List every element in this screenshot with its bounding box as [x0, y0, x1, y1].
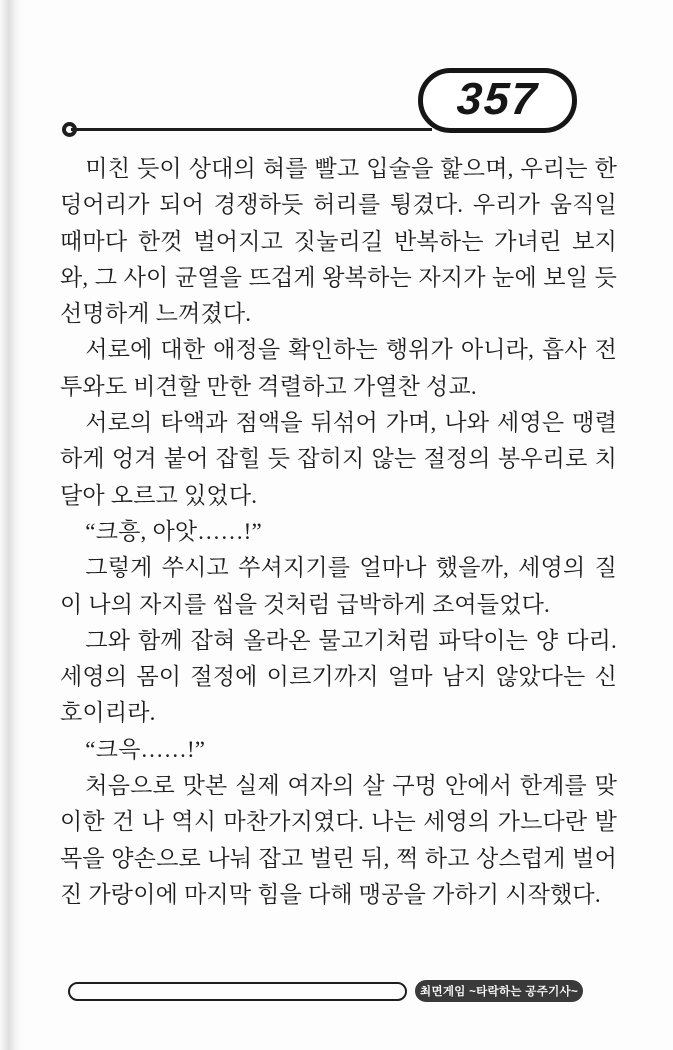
series-title-badge: [415, 980, 583, 1002]
series-title: 최면게임 ~타락하는 공주기사~: [420, 986, 578, 998]
paragraph: 처음으로 맛본 실제 여자의 살 구멍 안에서 한계를 맞이한 건 나 역시 마찬가지였다. 나는 세영의 가느다란 발목을 양손으로 나눠 잡고 벌린 뒤, 쩍 하고 상스럽게 벌어진 가랑이에 마지막 힘을 다해 맹공을 가하기 시작했다.: [60, 773, 617, 907]
paragraph: “크흥, 아앗……!”: [85, 518, 262, 544]
paragraph: 서로의 타액과 점액을 뒤섞어 가며, 나와 세영은 맹렬하게 엉겨 붙어 잡힐 듯 잡히지 않는 절정의 봉우리로 치달아 오르고 있었다.: [60, 410, 617, 508]
page-number-badge: [418, 68, 577, 133]
paragraph: 미친 듯이 상대의 혀를 빨고 입술을 핥으며, 우리는 한 덩어리가 되어 경쟁하듯 허리를 튕겼다. 우리가 움직일 때마다 한껏 벌어지고 짓눌리길 반복하는 가녀린 보지와, 그 사이 균열을 뜨겁게 왕복하는 자지가 눈에 보일 듯 선명하게 느껴졌다.: [60, 156, 617, 327]
page-gutter-shadow: [0, 0, 22, 1050]
header-rule-line: [71, 128, 432, 131]
footer-blank-bar: [68, 982, 407, 1001]
paragraph: “크윽……!”: [85, 736, 206, 762]
paragraph: 그렇게 쑤시고 쑤셔지기를 얼마나 했을까, 세영의 질이 나의 자지를 씹을 것처럼 급박하게 조여들었다.: [60, 555, 617, 617]
page-number: 357: [455, 73, 540, 124]
paragraph: 서로에 대한 애정을 확인하는 행위가 아니라, 흡사 전투와도 비견할 만한 격렬하고 가열찬 성교.: [60, 337, 617, 399]
body-text: [60, 151, 617, 913]
paragraph: 그와 함께 잡혀 올라온 물고기처럼 파닥이는 양 다리. 세영의 몸이 절정에 이르기까지 얼마 남지 않았다는 신호이리라.: [60, 627, 617, 726]
